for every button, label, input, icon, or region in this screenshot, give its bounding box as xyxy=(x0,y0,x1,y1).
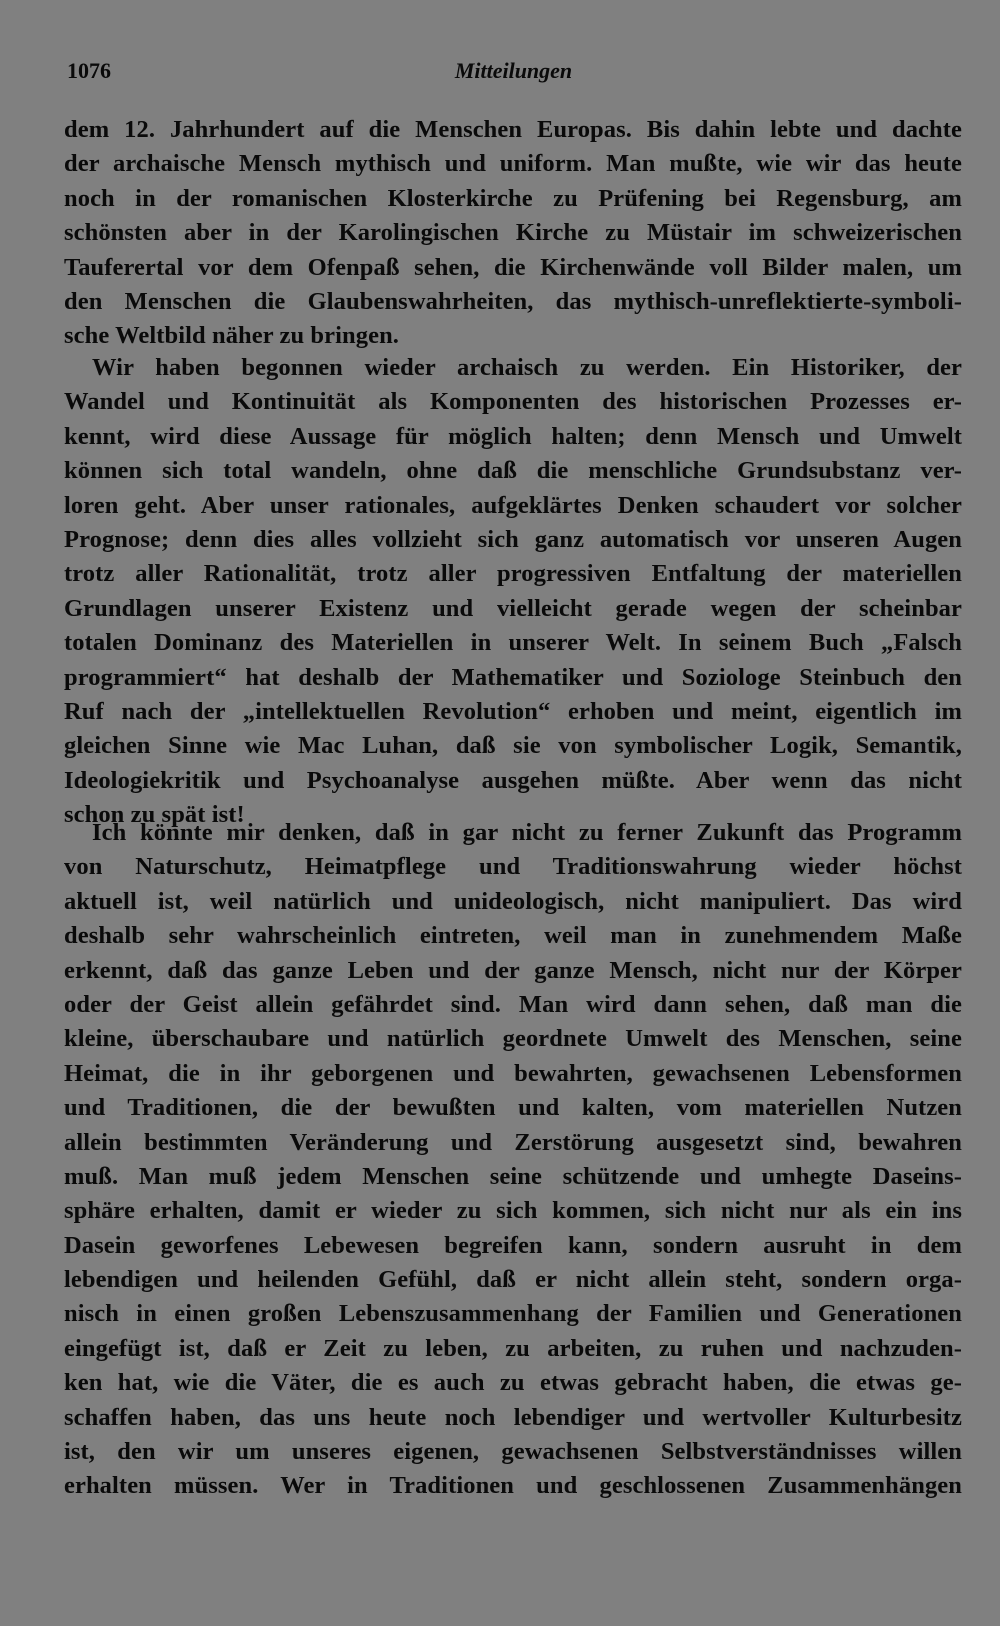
text-line: kleine, überschaubare und natürlich geordnete Umwelt des Menschen, seine xyxy=(64,1025,962,1053)
text-line: trotz aller Rationalität, trotz aller progressiven Entfaltung der materiellen xyxy=(64,560,962,588)
text-line: dem 12. Jahrhundert auf die Menschen Europas. Bis dahin lebte und dachte xyxy=(64,116,962,143)
text-line: totalen Dominanz des Materiellen in unserer Welt. In seinem Buch „Falsch xyxy=(64,629,962,657)
text-line: Ruf nach der „intellektuellen Revolution“ erhoben und meint, eigentlich im xyxy=(64,697,962,725)
paragraph xyxy=(64,113,962,354)
text-line: Prognose; denn dies alles vollzieht sich ganz automatisch vor unseren Augen xyxy=(64,525,962,553)
text-line: Wandel und Kontinuität als Komponenten des historischen Prozesses er- xyxy=(64,388,962,416)
text-line: loren geht. Aber unser rationales, aufgeklärtes Denken schaudert vor solcher xyxy=(64,491,962,519)
text-line: können sich total wandeln, ohne daß die menschliche Grundsubstanz ver- xyxy=(64,457,962,485)
text-line: noch in der romanischen Klosterkirche zu Prüfening bei Regensburg, am xyxy=(64,184,962,212)
text-line: Dasein geworfenes Lebewesen begreifen kann, sondern ausruht in dem xyxy=(64,1231,962,1259)
text-line: aktuell ist, weil natürlich und unideologisch, nicht manipuliert. Das wird xyxy=(64,887,962,915)
paragraph xyxy=(64,351,962,832)
text-line: der archaische Mensch mythisch und uniform. Man mußte, wie wir das heute xyxy=(64,150,962,178)
text-line: deshalb sehr wahrscheinlich eintreten, weil man in zunehmendem Maße xyxy=(64,922,962,950)
text-line: programmiert“ hat deshalb der Mathematiker und Soziologe Steinbuch den xyxy=(64,663,962,691)
paragraph xyxy=(64,816,962,1504)
text-line: allein bestimmten Veränderung und Zerstörung ausgesetzt sind, bewahren xyxy=(64,1128,962,1156)
text-line: Heimat, die in ihr geborgenen und bewahrten, gewachsenen Lebensformen xyxy=(64,1059,962,1087)
running-head: Mitteilungen xyxy=(454,58,573,83)
text-line: schönsten aber in der Karolingischen Kirche zu Müstair im schweizerischen xyxy=(64,219,962,247)
text-line: ist, den wir um unseres eigenen, gewachsenen Selbstverständnisses willen xyxy=(64,1438,962,1466)
text-line: von Naturschutz, Heimatpflege und Traditionswahrung wieder höchst xyxy=(64,853,962,881)
text-line: sche Weltbild näher zu bringen. xyxy=(64,322,400,350)
text-line: oder der Geist allein gefährdet sind. Man wird dann sehen, daß man die xyxy=(64,990,962,1018)
text-line: muß. Man muß jedem Menschen seine schützende und umhegte Daseins- xyxy=(64,1162,962,1190)
text-line: nisch in einen großen Lebenszusammenhang der Familien und Generationen xyxy=(64,1300,962,1328)
page-number: 1076 xyxy=(67,58,111,83)
text-line: Grundlagen unserer Existenz und vielleicht gerade wegen der scheinbar xyxy=(64,594,962,622)
text-line: ken hat, wie die Väter, die es auch zu etwas gebracht haben, die etwas ge- xyxy=(64,1369,962,1397)
text-line: schaffen haben, das uns heute noch lebendiger und wertvoller Kulturbesitz xyxy=(64,1403,962,1431)
text-line: erkennt, daß das ganze Leben und der ganze Mensch, nicht nur der Körper xyxy=(64,956,962,984)
text-line: schon zu spät ist! xyxy=(64,801,245,829)
text-line: Tauferertal vor dem Ofenpaß sehen, die Kirchenwände voll Bilder malen, um xyxy=(64,253,962,281)
text-line: Ich könnte mir denken, daß in gar nicht zu ferner Zukunft das Programm xyxy=(92,819,962,846)
text-line: erhalten müssen. Wer in Traditionen und geschlossenen Zusammenhängen xyxy=(64,1472,962,1500)
text-line: kennt, wird diese Aussage für möglich halten; denn Mensch und Umwelt xyxy=(64,422,962,450)
text-line: und Traditionen, die der bewußten und kalten, vom materiellen Nutzen xyxy=(64,1094,962,1122)
text-line: Ideologiekritik und Psychoanalyse ausgehen müßte. Aber wenn das nicht xyxy=(64,766,962,794)
text-line: gleichen Sinne wie Mac Luhan, daß sie von symbolischer Logik, Semantik, xyxy=(64,732,962,760)
text-line: sphäre erhalten, damit er wieder zu sich kommen, sich nicht nur als ein ins xyxy=(64,1197,962,1225)
page-header xyxy=(67,58,960,88)
text-line: Wir haben begonnen wieder archaisch zu werden. Ein Historiker, der xyxy=(92,354,962,381)
text-line: eingefügt ist, daß er Zeit zu leben, zu arbeiten, zu ruhen und nachzuden- xyxy=(64,1334,962,1362)
text-line: den Menschen die Glaubenswahrheiten, das mythisch-unreflektierte-symboli- xyxy=(64,287,962,315)
text-line: lebendigen und heilenden Gefühl, daß er nicht allein steht, sondern orga- xyxy=(64,1266,962,1294)
